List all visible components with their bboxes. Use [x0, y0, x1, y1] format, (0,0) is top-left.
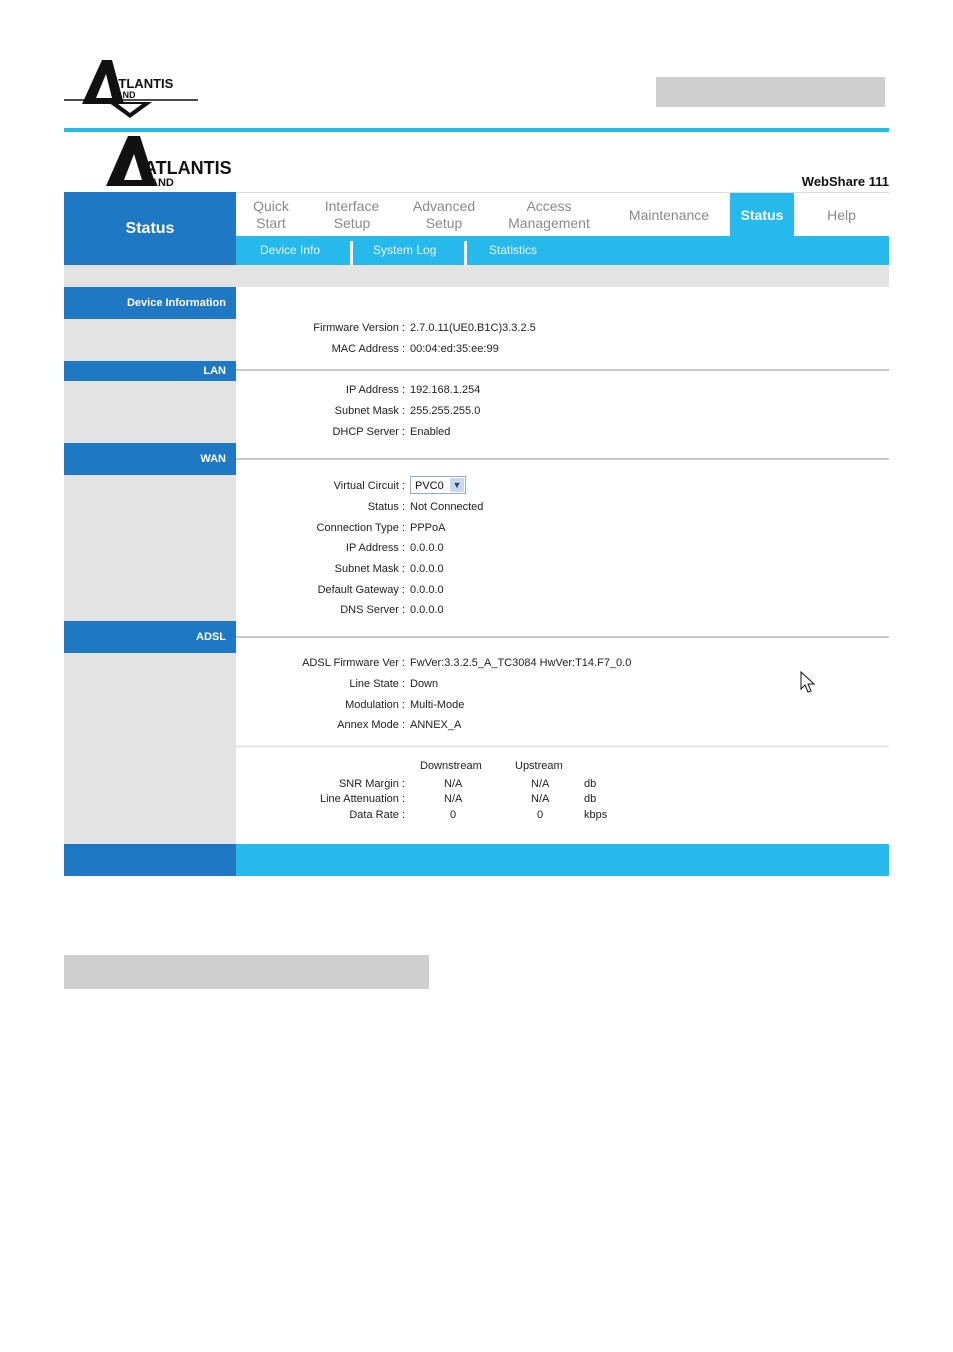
atten-down: N/A: [444, 793, 463, 805]
nav-interface-setup[interactable]: Interface Setup: [324, 198, 380, 231]
section-lan: LAN: [64, 361, 236, 381]
subnav-statistics[interactable]: Statistics: [489, 243, 538, 257]
subnav-separator: [464, 241, 467, 265]
model-name: WebShare 111: [801, 174, 889, 189]
router-ui: [64, 132, 889, 876]
rate-unit: kbps: [584, 809, 608, 821]
lan-dhcp-row: [236, 425, 889, 439]
nav-maintenance[interactable]: Maintenance: [628, 206, 710, 223]
section-wan: WAN: [64, 443, 236, 475]
wan-dns-value: 0.0.0.0: [410, 604, 444, 616]
atten-up: N/A: [531, 793, 550, 805]
atlantis-logo: [62, 58, 202, 122]
wan-mask-label: Subnet Mask :: [334, 563, 405, 575]
divider: [236, 636, 889, 638]
nav-advanced-setup[interactable]: Advanced Setup: [412, 198, 476, 231]
current-section-title: Status: [64, 192, 236, 265]
logo-text: ATLANTIS: [110, 76, 174, 91]
divider: [236, 458, 889, 460]
adsl-line-row: [236, 677, 889, 691]
subnav-separator: [350, 241, 353, 265]
ui-logo: [104, 134, 244, 190]
main-nav: [236, 192, 889, 237]
wan-gw-value: 0.0.0.0: [410, 584, 444, 596]
mac-label: MAC Address :: [331, 343, 405, 355]
lan-ip-row: [236, 383, 889, 397]
header-gray-box: [656, 77, 885, 107]
lan-ip-label: IP Address :: [345, 384, 405, 396]
mouse-pointer-icon: [800, 671, 816, 695]
atten-label: Line Attenuation :: [319, 793, 405, 805]
wan-mask-row: [236, 562, 889, 576]
nav-access-management[interactable]: Access Management: [508, 198, 590, 231]
firmware-row: [236, 321, 889, 335]
adsl-fw-label: ADSL Firmware Ver :: [302, 657, 405, 669]
adsl-mod-value: Multi-Mode: [410, 699, 465, 711]
atten-unit: db: [584, 793, 597, 805]
adsl-annex-row: [236, 718, 889, 732]
lan-dhcp-value: Enabled: [410, 426, 451, 438]
wan-ip-value: 0.0.0.0: [410, 542, 444, 554]
lan-dhcp-label: DHCP Server :: [332, 426, 405, 438]
subnav-system-log[interactable]: System Log: [373, 243, 437, 257]
wan-vc-label: Virtual Circuit :: [333, 480, 405, 492]
ui-logo-text: ATLANTIS: [144, 158, 232, 178]
rate-up: 0: [537, 809, 544, 821]
firmware-value: 2.7.0.11(UE0.B1C)3.3.2.5: [410, 322, 536, 334]
col-upstream: Upstream: [515, 760, 563, 772]
wan-status-row: [236, 500, 889, 514]
adsl-annex-value: ANNEX_A: [410, 719, 462, 731]
wan-conn-value: PPPoA: [410, 522, 446, 534]
adsl-fw-value: FwVer:3.3.2.5_A_TC3084 HwVer:T14.F7_0.0: [410, 657, 632, 669]
nav-help[interactable]: Help: [827, 206, 856, 223]
mac-row: [236, 342, 889, 356]
adsl-mod-row: [236, 698, 889, 712]
footer-right: [236, 844, 889, 876]
lan-mask-value: 255.255.255.0: [410, 405, 481, 417]
sub-nav: [236, 236, 889, 265]
divider: [236, 369, 889, 371]
content-panel: [236, 287, 889, 844]
virtual-circuit-select[interactable]: [410, 476, 466, 494]
sidebar: [64, 287, 236, 844]
wan-status-value: Not Connected: [410, 501, 484, 513]
ui-logo-sub: AND: [150, 177, 174, 189]
col-downstream: Downstream: [420, 760, 482, 772]
wan-dns-row: [236, 603, 889, 617]
caption-gray-box: [64, 955, 429, 989]
adsl-annex-label: Annex Mode :: [337, 719, 405, 731]
wan-ip-label: IP Address :: [345, 542, 405, 554]
lan-mask-label: Subnet Mask :: [334, 405, 405, 417]
virtual-circuit-value: PVC0: [415, 480, 444, 492]
adsl-line-value: Down: [410, 678, 439, 690]
nav-quick-start[interactable]: Quick Start: [253, 198, 289, 231]
logo-sub: AND: [116, 90, 136, 100]
nav-status[interactable]: Status: [730, 193, 794, 237]
subnav-device-info[interactable]: Device Info: [260, 243, 321, 257]
ui-header: [64, 132, 889, 192]
wan-gw-row: [236, 583, 889, 597]
wan-conn-row: [236, 521, 889, 535]
mac-value: 00:04:ed:35:ee:99: [410, 343, 499, 355]
wan-gw-label: Default Gateway :: [317, 584, 405, 596]
wan-vc-row: [236, 479, 889, 493]
section-device-information: Device Information: [64, 287, 236, 319]
adsl-line-label: Line State :: [349, 678, 405, 690]
snr-label: SNR Margin :: [338, 778, 405, 790]
footer-left: [64, 844, 236, 876]
wan-dns-label: DNS Server :: [340, 604, 405, 616]
adsl-mod-label: Modulation :: [345, 699, 405, 711]
snr-unit: db: [584, 778, 597, 790]
section-adsl: ADSL: [64, 621, 236, 653]
snr-up: N/A: [531, 778, 550, 790]
wan-conn-label: Connection Type :: [316, 522, 405, 534]
rate-down: 0: [450, 809, 457, 821]
chevron-down-icon[interactable]: ▼: [450, 478, 464, 492]
gray-strip: [64, 265, 889, 287]
snr-down: N/A: [444, 778, 463, 790]
divider: [236, 745, 889, 748]
firmware-label: Firmware Version :: [313, 322, 405, 334]
lan-mask-row: [236, 404, 889, 418]
lan-ip-value: 192.168.1.254: [410, 384, 481, 396]
wan-ip-row: [236, 541, 889, 555]
wan-status-label: Status :: [367, 501, 405, 513]
rate-label: Data Rate :: [349, 809, 405, 821]
adsl-fw-row: [236, 656, 889, 670]
wan-mask-value: 0.0.0.0: [410, 563, 444, 575]
